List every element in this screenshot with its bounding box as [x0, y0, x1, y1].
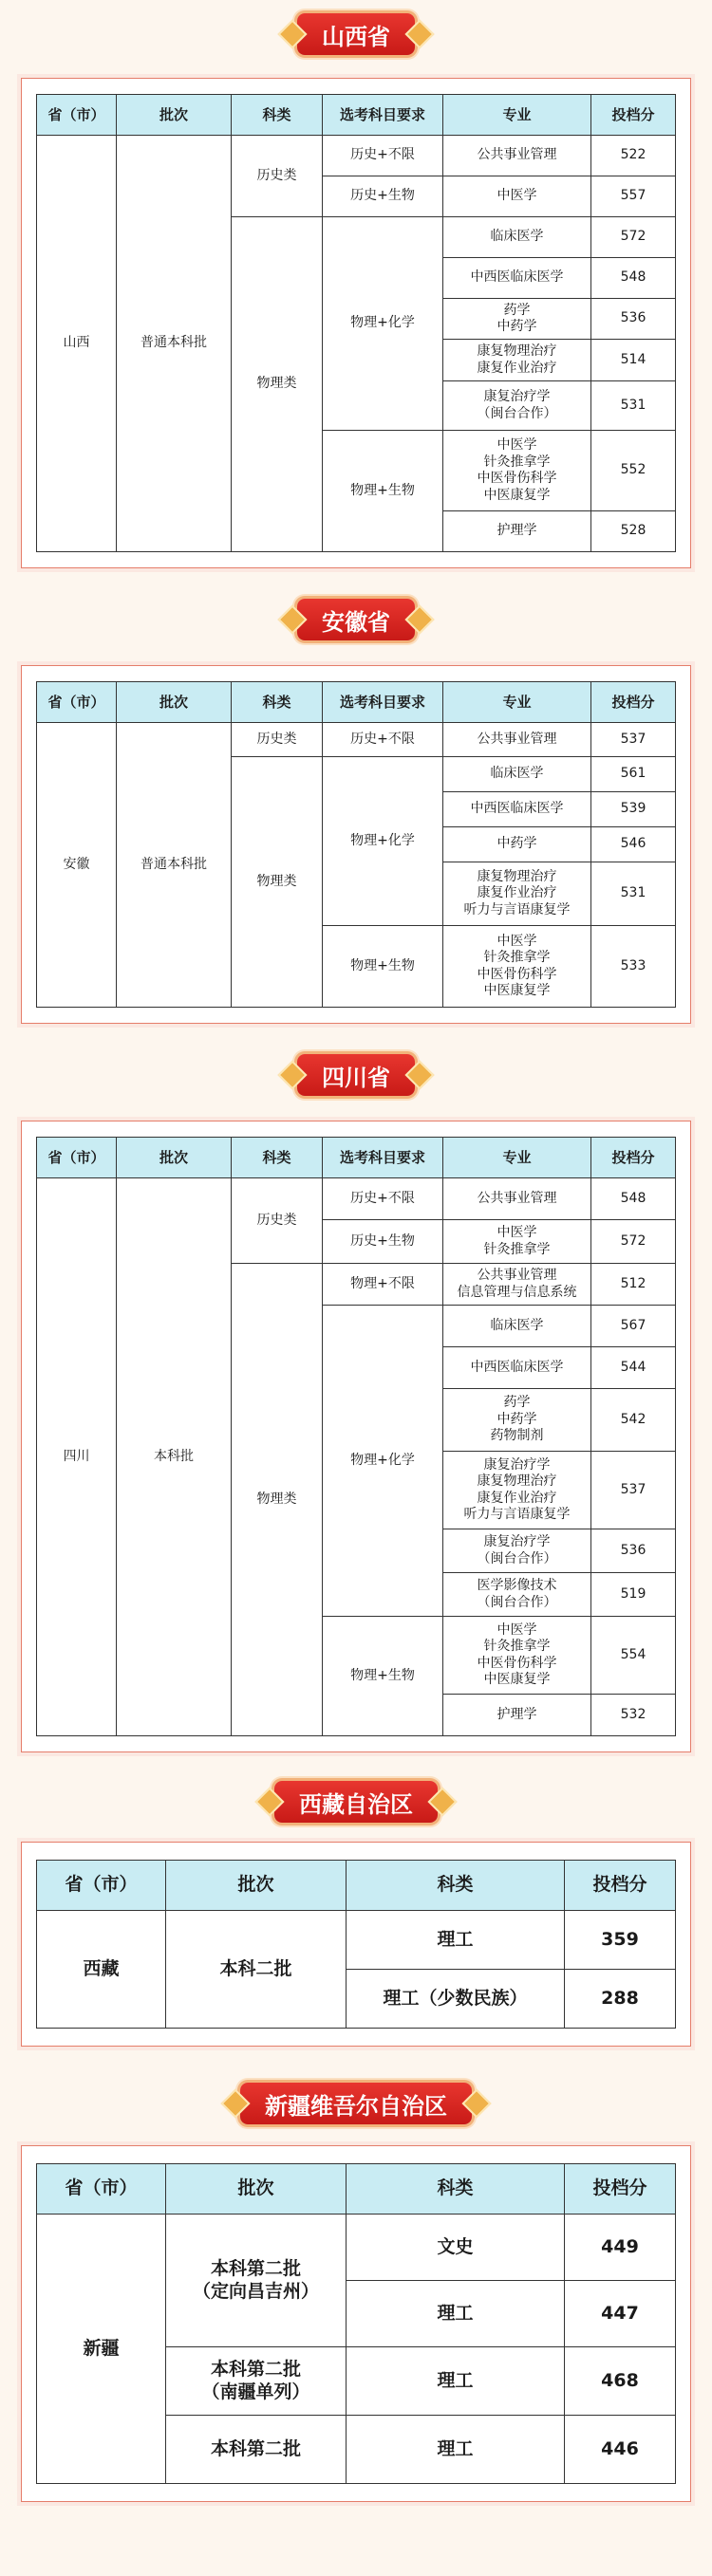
banner-xizang — [274, 1781, 438, 1823]
table-row — [37, 136, 676, 176]
major-cell: 中医学 针灸推拿学 — [443, 1220, 591, 1264]
table-shanxi — [36, 94, 676, 552]
major-cell: 临床医学 — [443, 217, 591, 258]
header-subject-req: 选考科目要求 — [323, 95, 443, 136]
major-cell: 药学 中药学 — [443, 299, 591, 340]
major-cell: 公共事业管理 — [443, 1178, 591, 1220]
score-cell: 533 — [591, 926, 676, 1008]
major-cell: 中医学 针灸推拿学 中医骨伤科学 中医康复学 — [443, 1617, 591, 1695]
major-cell: 康复治疗学 （闽台合作） — [443, 1529, 591, 1573]
score-cell: 567 — [591, 1306, 676, 1347]
header-score: 投档分 — [591, 1138, 676, 1178]
banner-xinjiang — [240, 2083, 472, 2124]
major-cell: 中医学 — [443, 176, 591, 217]
score-cell: 552 — [591, 431, 676, 511]
header-category: 科类 — [347, 1861, 565, 1911]
score-cell: 546 — [591, 827, 676, 862]
header-category: 科类 — [232, 95, 323, 136]
score-cell: 544 — [591, 1347, 676, 1389]
subject-req-cell: 历史+不限 — [323, 1178, 443, 1220]
table-header-row — [37, 95, 676, 136]
score-cell: 548 — [591, 1178, 676, 1220]
batch-cell: 普通本科批 — [117, 723, 232, 1008]
banner-xizang-title: 西藏自治区 — [299, 1790, 413, 1818]
batch-cell: 本科二批 — [166, 1911, 347, 2029]
score-cell: 572 — [591, 1220, 676, 1264]
category-cell: 理工 — [347, 2281, 565, 2347]
score-cell: 522 — [591, 136, 676, 176]
category-cell: 物理类 — [232, 217, 323, 552]
category-cell: 历史类 — [232, 1178, 323, 1264]
subject-req-cell: 历史+生物 — [323, 176, 443, 217]
score-cell: 532 — [591, 1695, 676, 1736]
header-province: 省（市） — [37, 682, 117, 723]
score-cell: 512 — [591, 1264, 676, 1306]
score-cell: 528 — [591, 511, 676, 552]
score-cell: 531 — [591, 381, 676, 431]
header-category: 科类 — [347, 2164, 565, 2215]
category-cell: 物理类 — [232, 757, 323, 1008]
category-cell: 理工（少数民族） — [347, 1970, 565, 2029]
banner-sichuan-title: 四川省 — [322, 1064, 390, 1091]
score-cell: 557 — [591, 176, 676, 217]
major-cell: 公共事业管理 — [443, 723, 591, 757]
table-header-row — [37, 682, 676, 723]
header-category: 科类 — [232, 1138, 323, 1178]
subject-req-cell: 物理+生物 — [323, 926, 443, 1008]
header-major: 专业 — [443, 682, 591, 723]
table-header-row — [37, 1861, 676, 1911]
header-major: 专业 — [443, 95, 591, 136]
score-cell: 554 — [591, 1617, 676, 1695]
score-cell: 542 — [591, 1389, 676, 1452]
section-shanxi — [0, 0, 712, 568]
score-cell: 446 — [565, 2416, 676, 2484]
province-cell: 山西 — [37, 136, 117, 552]
header-batch: 批次 — [117, 95, 232, 136]
subject-req-cell: 物理+化学 — [323, 757, 443, 926]
major-cell: 中西医临床医学 — [443, 258, 591, 299]
major-cell: 康复物理治疗 康复作业治疗 — [443, 340, 591, 381]
subject-req-cell: 历史+生物 — [323, 1220, 443, 1264]
subject-req-cell: 物理+生物 — [323, 1617, 443, 1736]
province-cell: 安徽 — [37, 723, 117, 1008]
major-cell: 中医学 针灸推拿学 中医骨伤科学 中医康复学 — [443, 431, 591, 511]
subject-req-cell: 物理+化学 — [323, 1306, 443, 1617]
banner-anhui — [297, 599, 415, 640]
subject-req-cell: 历史+不限 — [323, 136, 443, 176]
table-header-row — [37, 1138, 676, 1178]
subject-req-cell: 物理+不限 — [323, 1264, 443, 1306]
header-score: 投档分 — [591, 682, 676, 723]
table-header-row — [37, 2164, 676, 2215]
major-cell: 医学影像技术 （闽台合作） — [443, 1573, 591, 1617]
subject-req-cell: 物理+生物 — [323, 431, 443, 552]
subject-req-cell: 物理+化学 — [323, 217, 443, 431]
table-row — [37, 1911, 676, 1970]
major-cell: 公共事业管理 — [443, 136, 591, 176]
category-cell: 文史 — [347, 2215, 565, 2281]
major-cell: 康复物理治疗 康复作业治疗 听力与言语康复学 — [443, 862, 591, 926]
header-batch: 批次 — [166, 1861, 347, 1911]
score-cell: 548 — [591, 258, 676, 299]
subject-req-cell: 历史+不限 — [323, 723, 443, 757]
major-cell: 护理学 — [443, 511, 591, 552]
banner-shanxi-title: 山西省 — [322, 23, 390, 50]
category-cell: 理工 — [347, 1911, 565, 1970]
batch-cell: 普通本科批 — [117, 136, 232, 552]
table-xizang — [36, 1860, 676, 2029]
major-cell: 公共事业管理 信息管理与信息系统 — [443, 1264, 591, 1306]
batch-cell: 本科批 — [117, 1178, 232, 1736]
banner-shanxi — [297, 13, 415, 55]
section-anhui — [0, 580, 712, 1024]
major-cell: 临床医学 — [443, 1306, 591, 1347]
major-cell: 药学 中药学 药物制剂 — [443, 1389, 591, 1452]
score-cell: 359 — [565, 1911, 676, 1970]
table-row — [37, 723, 676, 757]
score-cell: 514 — [591, 340, 676, 381]
banner-xinjiang-title: 新疆维吾尔自治区 — [265, 2092, 447, 2120]
table-sichuan — [36, 1137, 676, 1736]
header-subject-req: 选考科目要求 — [323, 1138, 443, 1178]
score-cell: 536 — [591, 299, 676, 340]
header-score: 投档分 — [591, 95, 676, 136]
category-cell: 理工 — [347, 2347, 565, 2416]
major-cell: 康复治疗学 康复物理治疗 康复作业治疗 听力与言语康复学 — [443, 1452, 591, 1529]
banner-sichuan — [297, 1054, 415, 1096]
table-row — [37, 2215, 676, 2281]
score-cell: 561 — [591, 757, 676, 792]
province-cell: 四川 — [37, 1178, 117, 1736]
header-province: 省（市） — [37, 2164, 166, 2215]
major-cell: 中医学 针灸推拿学 中医骨伤科学 中医康复学 — [443, 926, 591, 1008]
header-score: 投档分 — [565, 2164, 676, 2215]
section-xizang — [0, 1766, 712, 2047]
score-cell: 447 — [565, 2281, 676, 2347]
category-cell: 历史类 — [232, 136, 323, 217]
table-row — [37, 1178, 676, 1220]
banner-anhui-title: 安徽省 — [322, 608, 390, 636]
header-province: 省（市） — [37, 95, 117, 136]
category-cell: 理工 — [347, 2416, 565, 2484]
header-province: 省（市） — [37, 1138, 117, 1178]
table-anhui — [36, 681, 676, 1008]
batch-cell: 本科第二批 （南疆单列） — [166, 2347, 347, 2416]
header-batch: 批次 — [166, 2164, 347, 2215]
header-batch: 批次 — [117, 682, 232, 723]
score-cell: 468 — [565, 2347, 676, 2416]
header-province: 省（市） — [37, 1861, 166, 1911]
major-cell: 中西医临床医学 — [443, 792, 591, 827]
major-cell: 中西医临床医学 — [443, 1347, 591, 1389]
score-cell: 537 — [591, 723, 676, 757]
major-cell: 护理学 — [443, 1695, 591, 1736]
score-cell: 519 — [591, 1573, 676, 1617]
table-xinjiang — [36, 2163, 676, 2484]
header-subject-req: 选考科目要求 — [323, 682, 443, 723]
major-cell: 中药学 — [443, 827, 591, 862]
score-cell: 531 — [591, 862, 676, 926]
score-cell: 536 — [591, 1529, 676, 1573]
score-cell: 537 — [591, 1452, 676, 1529]
score-cell: 449 — [565, 2215, 676, 2281]
batch-cell: 本科第二批 — [166, 2416, 347, 2484]
category-cell: 物理类 — [232, 1264, 323, 1736]
header-category: 科类 — [232, 682, 323, 723]
province-cell: 新疆 — [37, 2215, 166, 2484]
header-score: 投档分 — [565, 1861, 676, 1911]
score-cell: 288 — [565, 1970, 676, 2029]
major-cell: 康复治疗学 （闽台合作） — [443, 381, 591, 431]
score-cell: 572 — [591, 217, 676, 258]
header-major: 专业 — [443, 1138, 591, 1178]
major-cell: 临床医学 — [443, 757, 591, 792]
header-batch: 批次 — [117, 1138, 232, 1178]
province-cell: 西藏 — [37, 1911, 166, 2029]
batch-cell: 本科第二批 （定向昌吉州） — [166, 2215, 347, 2347]
category-cell: 历史类 — [232, 723, 323, 757]
section-xinjiang — [0, 2066, 712, 2502]
section-sichuan — [0, 1035, 712, 1752]
score-cell: 539 — [591, 792, 676, 827]
